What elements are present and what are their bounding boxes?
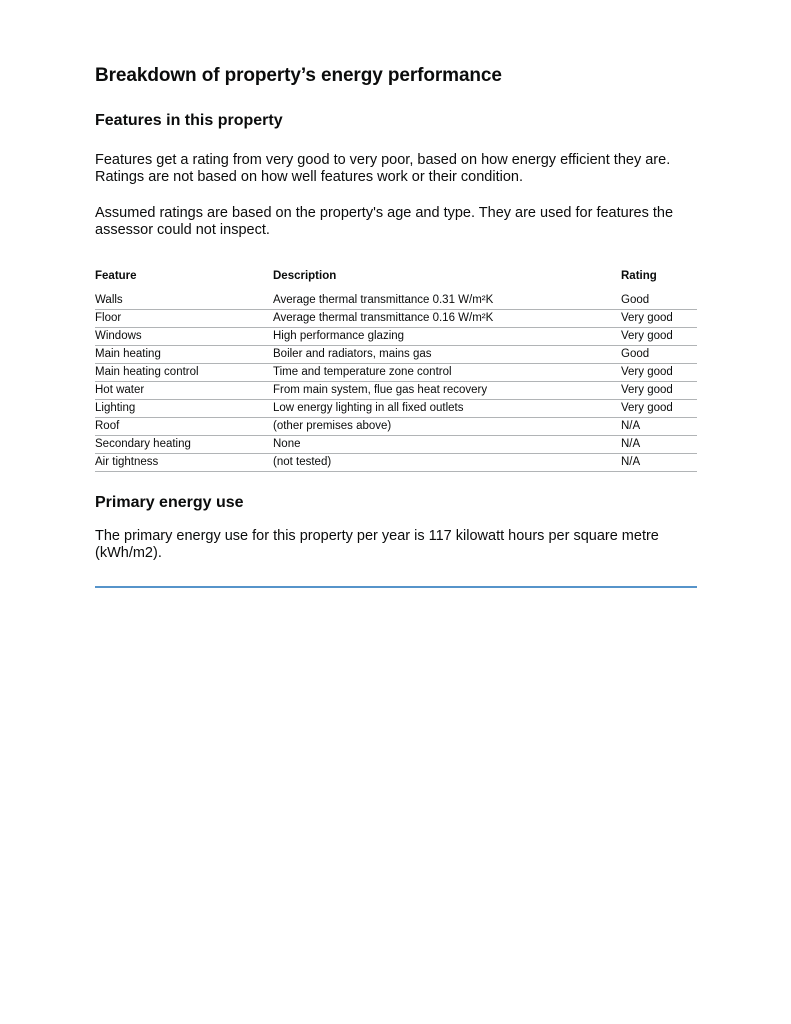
rating-cell: N/A	[621, 418, 697, 436]
description-cell: Average thermal transmittance 0.31 W/m²K	[273, 291, 621, 310]
table-row	[95, 291, 697, 310]
rating-cell: N/A	[621, 436, 697, 454]
feature-cell: Lighting	[95, 400, 273, 418]
column-header-rating: Rating	[621, 270, 657, 282]
feature-cell: Roof	[95, 418, 273, 436]
feature-cell: Hot water	[95, 382, 273, 400]
assumed-ratings-paragraph: Assumed ratings are based on the property's age and type. They are used for features the assessor could not inspect.	[95, 205, 674, 238]
table-row	[95, 454, 697, 472]
description-cell: Average thermal transmittance 0.16 W/m²K	[273, 310, 621, 328]
feature-cell: Main heating control	[95, 364, 273, 382]
page-title: Breakdown of property’s energy performance	[95, 65, 502, 86]
description-cell: (not tested)	[273, 454, 621, 472]
primary-energy-heading: Primary energy use	[95, 494, 244, 511]
feature-cell: Secondary heating	[95, 436, 273, 454]
description-cell: From main system, flue gas heat recovery	[273, 382, 621, 400]
feature-cell: Air tightness	[95, 454, 273, 472]
rating-cell: Good	[621, 291, 697, 310]
description-cell: Time and temperature zone control	[273, 364, 621, 382]
rating-cell: N/A	[621, 454, 697, 472]
rating-cell: Good	[621, 346, 697, 364]
energy-performance-page	[95, 62, 697, 588]
table-row	[95, 328, 697, 346]
feature-cell: Floor	[95, 310, 273, 328]
table-row	[95, 310, 697, 328]
column-header-description: Description	[273, 270, 337, 282]
feature-cell: Walls	[95, 291, 273, 310]
features-table	[95, 269, 697, 472]
column-header-feature: Feature	[95, 270, 137, 282]
table-row	[95, 364, 697, 382]
table-row	[95, 346, 697, 364]
feature-cell: Main heating	[95, 346, 273, 364]
table-row	[95, 400, 697, 418]
features-intro-paragraph: Features get a rating from very good to very poor, based on how energy efficient they are. Ratings are not based on how well features work or their condition.	[95, 152, 671, 185]
rating-cell: Very good	[621, 364, 697, 382]
rating-cell: Very good	[621, 400, 697, 418]
description-cell: Low energy lighting in all fixed outlets	[273, 400, 621, 418]
description-cell: None	[273, 436, 621, 454]
table-row	[95, 436, 697, 454]
description-cell: High performance glazing	[273, 328, 621, 346]
feature-cell: Windows	[95, 328, 273, 346]
rating-cell: Very good	[621, 382, 697, 400]
table-header-row	[95, 269, 697, 291]
primary-energy-paragraph: The primary energy use for this property per year is 117 kilowatt hours per square metre (kWh/m2).	[95, 528, 659, 561]
description-cell: Boiler and radiators, mains gas	[273, 346, 621, 364]
section-divider	[95, 586, 697, 588]
description-cell: (other premises above)	[273, 418, 621, 436]
rating-cell: Very good	[621, 310, 697, 328]
rating-cell: Very good	[621, 328, 697, 346]
table-row	[95, 382, 697, 400]
table-row	[95, 418, 697, 436]
features-heading: Features in this property	[95, 112, 283, 129]
